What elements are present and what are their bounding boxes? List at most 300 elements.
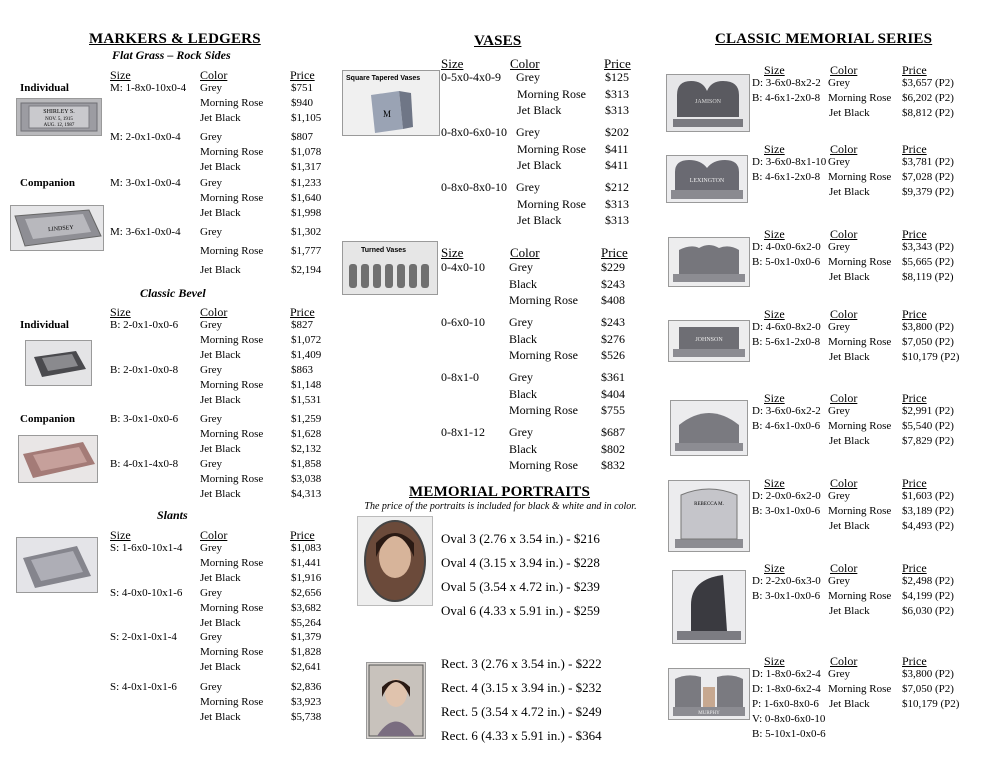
classic-color: Morning Rose — [828, 256, 892, 268]
classic-color-header: Color — [830, 63, 858, 77]
classic-color: Morning Rose — [828, 683, 892, 695]
classic-size: D: 3-6x0-8x2-2 — [752, 77, 821, 89]
vase-price: $802 — [601, 441, 625, 456]
turned-price-header: Price — [601, 245, 628, 260]
slant-marker-image — [16, 537, 98, 593]
classic-size-header: Size — [764, 391, 785, 405]
classic-color: Grey — [828, 490, 850, 502]
vase-color: Black — [509, 276, 537, 291]
classic-size: D: 3-6x0-6x2-2 — [752, 405, 821, 417]
vase-price: $243 — [601, 315, 625, 329]
vase-price: $229 — [601, 260, 625, 274]
marker-color: Jet Black — [200, 207, 241, 219]
portrait-rect-option: Rect. 4 (3.15 x 3.94 in.) - $232 — [441, 680, 602, 695]
flat-marker-individual-image — [16, 98, 102, 136]
classic-size: B: 3-0x1-0x0-6 — [752, 505, 821, 517]
square-vase-image — [342, 70, 440, 136]
marker-size: B: 3-0x1-0x0-6 — [110, 413, 179, 425]
vase-price: $832 — [601, 458, 625, 472]
markers-size-header: Size — [110, 68, 131, 82]
vase-size: 0-4x0-10 — [441, 260, 485, 274]
serpentine-monument-icon — [669, 238, 749, 286]
vase-color: Grey — [516, 70, 540, 84]
upright-monument-icon — [669, 481, 749, 551]
classic-color: Jet Black — [829, 698, 870, 710]
marker-price: $1,148 — [291, 379, 322, 391]
label-individual-flat: Individual — [20, 82, 69, 94]
flat-top-monument-icon — [669, 321, 749, 361]
plaque-line-0: SHIRLEY S. — [43, 109, 75, 115]
turned-color-header: Color — [510, 245, 540, 260]
label-individual-bevel: Individual — [20, 319, 69, 331]
marker-price: $3,682 — [291, 602, 322, 614]
marker-size: B: 2-0x1-0x0-6 — [110, 319, 179, 331]
marker-color: Jet Black — [200, 161, 241, 173]
vase-price: $313 — [605, 213, 629, 227]
classic-color: Jet Black — [829, 351, 870, 363]
classic-color-header: Color — [830, 476, 858, 490]
rose-bevel-marker-icon — [19, 436, 97, 482]
classic-color: Morning Rose — [828, 92, 892, 104]
classic-price: $10,179 (P2) — [902, 698, 960, 710]
marker-price: $2,836 — [291, 681, 322, 693]
marker-price: $807 — [291, 131, 313, 143]
marker-price: $1,409 — [291, 349, 322, 361]
marker-price: $1,628 — [291, 428, 322, 440]
square-vase-letter: M — [382, 109, 392, 119]
classic-color: Morning Rose — [828, 336, 892, 348]
marker-color: Jet Black — [200, 617, 241, 629]
vase-price: $755 — [601, 403, 625, 417]
classic-size: V: 0-8x0-6x0-10 — [752, 713, 826, 725]
vase-color: Morning Rose — [517, 141, 586, 156]
bevel-marker-icon — [26, 341, 91, 385]
bevel-individual-image — [25, 340, 92, 386]
turned-vases-icon — [343, 242, 437, 294]
classic-size: B: 5-0x1-0x0-6 — [752, 256, 821, 268]
marker-size: B: 4-0x1-4x0-8 — [110, 458, 179, 470]
classic-price-header: Price — [902, 476, 927, 490]
classic-price: $10,179 (P2) — [902, 351, 960, 363]
marker-price: $2,194 — [291, 264, 322, 276]
vase-color: Grey — [509, 370, 533, 384]
double-heart-monument-icon — [667, 75, 749, 131]
classic-price: $5,540 (P2) — [902, 420, 954, 432]
classic-price-header: Price — [902, 142, 927, 156]
vase-color: Grey — [509, 315, 533, 329]
portrait-oval-option: Oval 6 (4.33 x 5.91 in.) - $259 — [441, 603, 600, 618]
classic-color: Grey — [828, 668, 850, 680]
vase-color: Jet Black — [517, 213, 562, 227]
classic-size: B: 4-6x1-0x0-6 — [752, 420, 821, 432]
square-vase-icon — [343, 71, 439, 135]
marker-price: $1,259 — [291, 413, 322, 425]
vase-price: $243 — [601, 276, 625, 291]
classic-color: Jet Black — [829, 271, 870, 283]
classic-price: $9,379 (P2) — [902, 186, 954, 198]
flat-marker-plaque-icon — [17, 99, 101, 135]
classic-size: D: 2-2x0-6x3-0 — [752, 575, 821, 587]
classic-color: Jet Black — [829, 107, 870, 119]
flat-grass-subtitle: Flat Grass – Rock Sides — [112, 48, 231, 62]
vase-color: Black — [509, 441, 537, 456]
monument-4-name: JOHNSON — [695, 337, 723, 343]
marker-price: $3,923 — [291, 696, 322, 708]
marker-price: $1,233 — [291, 177, 322, 189]
classic-color: Jet Black — [829, 435, 870, 447]
vase-color: Morning Rose — [509, 348, 578, 362]
vase-price: $202 — [605, 125, 629, 139]
marker-color: Jet Black — [200, 112, 241, 124]
vase-price: $125 — [605, 70, 629, 84]
vase-price: $313 — [605, 103, 629, 117]
classic-price-header: Price — [902, 63, 927, 77]
markers-price-header: Price — [290, 68, 315, 82]
companion-tablet-monument-icon — [669, 669, 749, 719]
vase-color: Black — [509, 386, 537, 401]
marker-color: Grey — [200, 177, 222, 189]
portrait-rect-option: Rect. 6 (4.33 x 5.91 in.) - $364 — [441, 728, 602, 743]
marker-color: Jet Black — [200, 711, 241, 723]
vase-price: $526 — [601, 348, 625, 362]
vase-size: 0-6x0-10 — [441, 315, 485, 329]
classic-color: Grey — [828, 321, 850, 333]
marker-color: Morning Rose — [200, 646, 264, 658]
vase-price: $361 — [601, 370, 625, 384]
vase-color: Morning Rose — [509, 458, 578, 472]
marker-price: $1,998 — [291, 207, 322, 219]
companion-plaque-text: LINDSEY — [47, 224, 74, 234]
classic-price: $2,991 (P2) — [902, 405, 954, 417]
classic-color: Grey — [828, 405, 850, 417]
marker-color: Morning Rose — [200, 428, 264, 440]
marker-color: Grey — [200, 319, 222, 331]
marker-color: Grey — [200, 587, 222, 599]
classic-bevel-subtitle: Classic Bevel — [140, 286, 206, 300]
portraits-note: The price of the portraits is included for black & white and in color. — [364, 501, 637, 512]
marker-price: $1,858 — [291, 458, 322, 470]
rect-portrait-icon — [367, 663, 425, 738]
vase-size: 0-5x0-4x0-9 — [441, 70, 501, 84]
classic-color: Grey — [828, 241, 850, 253]
classic-price: $8,119 (P2) — [902, 271, 954, 283]
vase-size: 0-8x0-8x0-10 — [441, 180, 507, 194]
classic-color: Jet Black — [829, 186, 870, 198]
classic-price: $1,603 (P2) — [902, 490, 954, 502]
vase-price: $404 — [601, 386, 625, 401]
marker-color: Jet Black — [200, 443, 241, 455]
classic-price-header: Price — [902, 227, 927, 241]
classic-title: CLASSIC MEMORIAL SERIES — [715, 31, 933, 47]
classic-color: Jet Black — [829, 520, 870, 532]
monument-6-name: REBECCA M. — [694, 502, 724, 507]
classic-price-header: Price — [902, 654, 927, 668]
marker-size: S: 4-0x1-0x1-6 — [110, 681, 177, 693]
portraits-title: MEMORIAL PORTRAITS — [409, 484, 591, 500]
vase-price: $276 — [601, 331, 625, 346]
bevel-size-header: Size — [110, 305, 131, 319]
slants-color-header: Color — [200, 528, 228, 542]
classic-memorial-image-6 — [668, 480, 750, 552]
marker-color: Morning Rose — [200, 379, 264, 391]
slants-subtitle: Slants — [157, 508, 188, 522]
oval-portrait-icon — [358, 517, 432, 605]
classic-price: $7,829 (P2) — [902, 435, 954, 447]
portrait-rect-option: Rect. 5 (3.54 x 4.72 in.) - $249 — [441, 704, 602, 719]
marker-color: Grey — [200, 82, 222, 94]
classic-color: Grey — [828, 156, 850, 168]
square-vase-label: Square Tapered Vases — [346, 75, 421, 82]
vase-price: $313 — [605, 196, 629, 211]
classic-memorial-image-3 — [668, 237, 750, 287]
heart-bevel-monument-icon — [667, 156, 747, 202]
marker-color: Grey — [200, 413, 222, 425]
marker-color: Jet Black — [200, 661, 241, 673]
plaque-line-2: AUG. 12, 1987 — [43, 123, 75, 128]
classic-price: $4,493 (P2) — [902, 520, 954, 532]
marker-price: $1,302 — [291, 226, 322, 238]
marker-size: B: 2-0x1-0x0-8 — [110, 364, 179, 376]
classic-color: Grey — [828, 77, 850, 89]
marker-price: $1,078 — [291, 146, 322, 158]
classic-price: $8,812 (P2) — [902, 107, 954, 119]
classic-size: D: 4-0x0-6x2-0 — [752, 241, 821, 253]
vase-price: $313 — [605, 86, 629, 101]
monument-1-name: JAMISON — [694, 99, 722, 105]
classic-color: Morning Rose — [828, 171, 892, 183]
classic-memorial-image-8 — [668, 668, 750, 720]
classic-size-header: Size — [764, 561, 785, 575]
vase-color: Morning Rose — [517, 86, 586, 101]
vase-price: $411 — [605, 141, 629, 156]
portrait-rect-option: Rect. 3 (2.76 x 3.54 in.) - $222 — [441, 656, 602, 671]
classic-color: Morning Rose — [828, 505, 892, 517]
classic-size-header: Size — [764, 142, 785, 156]
classic-size: B: 4-6x1-2x0-8 — [752, 171, 821, 183]
classic-price: $7,028 (P2) — [902, 171, 954, 183]
classic-memorial-image-2 — [666, 155, 748, 203]
classic-color-header: Color — [830, 142, 858, 156]
vase-price: $212 — [605, 180, 629, 194]
marker-price: $940 — [291, 97, 313, 109]
classic-size: D: 1-8x0-6x2-4 — [752, 668, 821, 680]
marker-price: $5,264 — [291, 617, 322, 629]
rect-portrait-image — [366, 662, 426, 739]
marker-price: $1,640 — [291, 192, 322, 204]
classic-color: Morning Rose — [828, 590, 892, 602]
marker-size: M: 3-0x1-0x0-4 — [110, 177, 181, 189]
classic-price: $6,202 (P2) — [902, 92, 954, 104]
marker-color: Grey — [200, 226, 222, 238]
classic-size-header: Size — [764, 227, 785, 241]
bevel-color-header: Color — [200, 305, 228, 319]
marker-color: Morning Rose — [200, 146, 264, 158]
classic-price: $3,800 (P2) — [902, 321, 954, 333]
marker-price: $5,738 — [291, 711, 322, 723]
marker-size: M: 2-0x1-0x0-4 — [110, 131, 181, 143]
classic-color-header: Color — [830, 391, 858, 405]
vase-color: Jet Black — [517, 103, 562, 117]
turned-vases-label: Turned Vases — [361, 247, 407, 254]
label-companion-flat: Companion — [20, 177, 76, 189]
flat-marker-companion-image — [10, 205, 104, 251]
label-companion-bevel: Companion — [20, 413, 76, 425]
slant-marker-icon — [17, 538, 97, 592]
marker-color: Morning Rose — [200, 245, 264, 257]
marker-price: $3,038 — [291, 473, 322, 485]
marker-price: $1,441 — [291, 557, 322, 569]
turned-vases-image — [342, 241, 438, 295]
marker-price: $1,072 — [291, 334, 322, 346]
marker-price: $2,132 — [291, 443, 322, 455]
portrait-oval-option: Oval 4 (3.15 x 3.94 in.) - $228 — [441, 555, 600, 570]
portrait-oval-option: Oval 5 (3.54 x 4.72 in.) - $239 — [441, 579, 600, 594]
classic-price-header: Price — [902, 561, 927, 575]
classic-size-header: Size — [764, 654, 785, 668]
classic-color-header: Color — [830, 561, 858, 575]
classic-size: B: 5-6x1-2x0-8 — [752, 336, 821, 348]
classic-size: D: 3-6x0-8x1-10 — [752, 156, 827, 168]
classic-price-header: Price — [902, 391, 927, 405]
marker-color: Morning Rose — [200, 334, 264, 346]
markers-title: MARKERS & LEDGERS — [89, 31, 261, 47]
marker-color: Morning Rose — [200, 696, 264, 708]
marker-price: $4,313 — [291, 488, 322, 500]
marker-color: Grey — [200, 681, 222, 693]
vase-color: Grey — [516, 180, 540, 194]
classic-color-header: Color — [830, 307, 858, 321]
classic-price: $3,800 (P2) — [902, 668, 954, 680]
marker-price: $1,105 — [291, 112, 322, 124]
marker-price: $863 — [291, 364, 313, 376]
classic-size: D: 2-0x0-6x2-0 — [752, 490, 821, 502]
classic-price: $7,050 (P2) — [902, 336, 954, 348]
marker-color: Grey — [200, 131, 222, 143]
vase-size: 0-8x1-12 — [441, 425, 485, 439]
classic-price-header: Price — [902, 307, 927, 321]
vase-price: $408 — [601, 293, 625, 307]
marker-color: Morning Rose — [200, 557, 264, 569]
classic-size: B: 3-0x1-0x0-6 — [752, 590, 821, 602]
bevel-price-header: Price — [290, 305, 315, 319]
marker-price: $1,379 — [291, 631, 322, 643]
vases-price-header: Price — [604, 56, 631, 71]
classic-price: $3,657 (P2) — [902, 77, 954, 89]
classic-price: $2,498 (P2) — [902, 575, 954, 587]
marker-color: Jet Black — [200, 488, 241, 500]
marker-price: $2,656 — [291, 587, 322, 599]
vase-color: Morning Rose — [509, 403, 578, 417]
marker-color: Grey — [200, 542, 222, 554]
bevel-companion-image — [18, 435, 98, 483]
classic-size: D: 4-6x0-8x2-0 — [752, 321, 821, 333]
classic-price: $4,199 (P2) — [902, 590, 954, 602]
marker-price: $1,916 — [291, 572, 322, 584]
marker-color: Morning Rose — [200, 602, 264, 614]
marker-color: Jet Black — [200, 349, 241, 361]
vase-color: Grey — [516, 125, 540, 139]
classic-size-header: Size — [764, 63, 785, 77]
vase-price: $411 — [605, 158, 629, 172]
monument-2-name: LEXINGTON — [689, 178, 725, 184]
vase-size: 0-8x0-6x0-10 — [441, 125, 507, 139]
marker-color: Jet Black — [200, 394, 241, 406]
classic-memorial-image-1 — [666, 74, 750, 132]
marker-color: Jet Black — [200, 572, 241, 584]
marker-color: Morning Rose — [200, 97, 264, 109]
marker-price: $1,777 — [291, 245, 322, 257]
vases-title: VASES — [474, 33, 522, 49]
classic-price: $6,030 (P2) — [902, 605, 954, 617]
classic-color: Jet Black — [829, 605, 870, 617]
classic-size: D: 1-8x0-6x2-4 — [752, 683, 821, 695]
vase-color: Morning Rose — [509, 293, 578, 307]
classic-memorial-image-5 — [670, 400, 748, 456]
marker-size: S: 4-0x0-10x1-6 — [110, 587, 183, 599]
marker-price: $827 — [291, 319, 313, 331]
marker-color: Morning Rose — [200, 192, 264, 204]
classic-color: Grey — [828, 575, 850, 587]
vase-color: Jet Black — [517, 158, 562, 172]
teardrop-monument-icon — [673, 571, 745, 643]
classic-size-header: Size — [764, 476, 785, 490]
marker-color: Grey — [200, 631, 222, 643]
classic-color: Morning Rose — [828, 420, 892, 432]
marker-size: M: 3-6x1-0x0-4 — [110, 226, 181, 238]
classic-size: B: 5-10x1-0x0-6 — [752, 728, 826, 740]
classic-price: $3,189 (P2) — [902, 505, 954, 517]
classic-size: P: 1-6x0-8x0-6 — [752, 698, 819, 710]
marker-size: M: 1-8x0-10x0-4 — [110, 82, 187, 94]
portrait-oval-option: Oval 3 (2.76 x 3.54 in.) - $216 — [441, 531, 600, 546]
classic-price: $7,050 (P2) — [902, 683, 954, 695]
marker-price: $1,531 — [291, 394, 322, 406]
marker-price: $1,083 — [291, 542, 322, 554]
marker-color: Jet Black — [200, 264, 241, 276]
marker-color: Morning Rose — [200, 473, 264, 485]
vase-color: Grey — [509, 425, 533, 439]
turned-size-header: Size — [441, 245, 464, 260]
classic-memorial-image-4 — [668, 320, 750, 362]
vases-color-header: Color — [510, 56, 540, 71]
vase-color: Black — [509, 331, 537, 346]
classic-memorial-image-7 — [672, 570, 746, 644]
marker-size: S: 2-0x1-0x1-4 — [110, 631, 177, 643]
classic-size: B: 4-6x1-2x0-8 — [752, 92, 821, 104]
slants-size-header: Size — [110, 528, 131, 542]
classic-price: $3,781 (P2) — [902, 156, 954, 168]
monument-8-name: MURPHY — [698, 711, 720, 716]
classic-color-header: Color — [830, 227, 858, 241]
marker-price: $2,641 — [291, 661, 322, 673]
vase-color: Morning Rose — [517, 196, 586, 211]
marker-color: Grey — [200, 364, 222, 376]
marker-price: $751 — [291, 82, 313, 94]
markers-color-header: Color — [200, 68, 228, 82]
classic-size-header: Size — [764, 307, 785, 321]
marker-price: $1,317 — [291, 161, 322, 173]
marker-size: S: 1-6x0-10x1-4 — [110, 542, 183, 554]
arched-monument-icon — [671, 401, 747, 455]
marker-price: $1,828 — [291, 646, 322, 658]
classic-price: $3,343 (P2) — [902, 241, 954, 253]
classic-price: $5,665 (P2) — [902, 256, 954, 268]
slants-price-header: Price — [290, 528, 315, 542]
oval-portrait-image — [357, 516, 433, 606]
vase-price: $687 — [601, 425, 625, 439]
vases-size-header: Size — [441, 56, 464, 71]
marker-color: Grey — [200, 458, 222, 470]
